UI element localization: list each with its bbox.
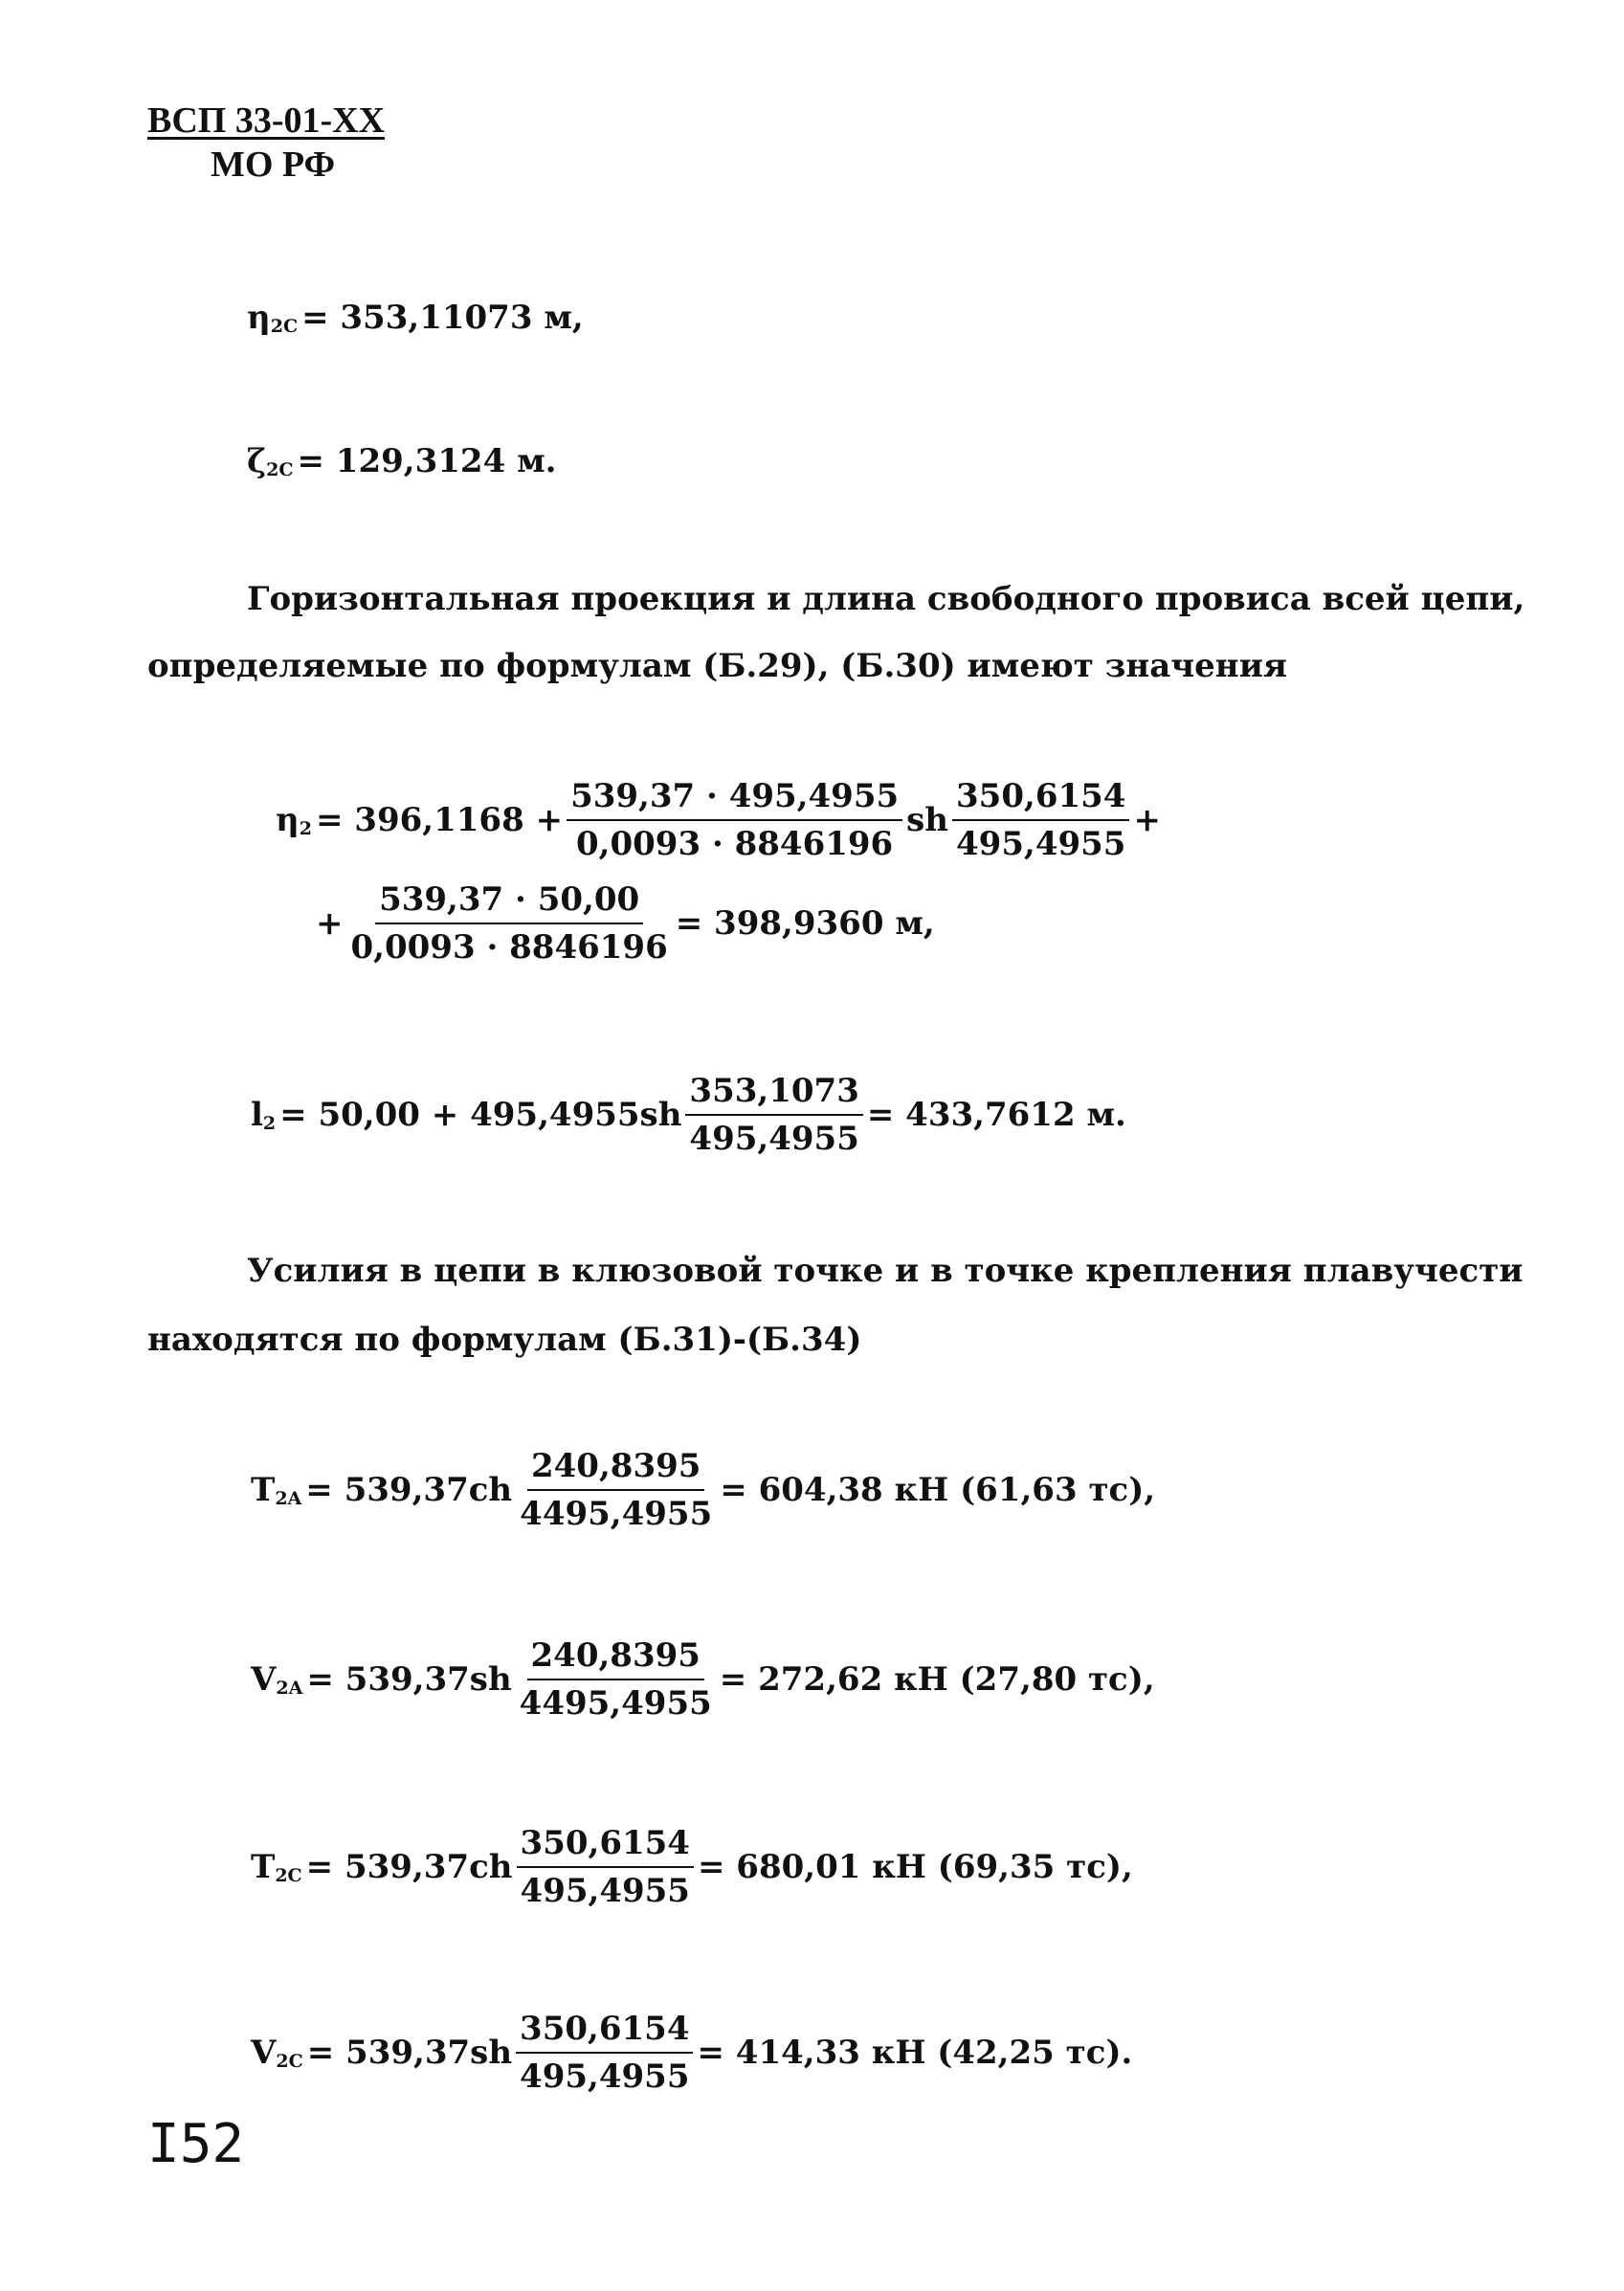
paragraph-2-line-2: находятся по формулам (Б.31)-(Б.34) (147, 1321, 862, 1359)
eq-lhs-subscript: 2С (275, 1865, 302, 1886)
eq-part: = 539,37ch (305, 1848, 513, 1886)
equation-zeta-2c (247, 442, 556, 480)
fraction-numerator: 240,8395 (527, 1447, 704, 1491)
equation-v-2c (251, 2010, 1132, 2096)
paragraph-1-line-1: Горизонтальная проекция и длина свободного провиса всей цепи, (247, 580, 1525, 618)
eq-lhs: V (251, 1660, 277, 1699)
fraction (567, 777, 902, 863)
eq-lhs-subscript: 2С (270, 316, 299, 337)
organization-label: МО РФ (211, 145, 336, 185)
eq-lhs: T (251, 1848, 276, 1886)
eq-result: = 433,7612 м. (866, 1096, 1126, 1134)
fraction-numerator: 240,8395 (527, 1636, 704, 1680)
eq-part: = 50,00 + 495,4955sh (279, 1096, 682, 1134)
plus-sign: + (1133, 801, 1161, 839)
fraction-numerator: 539,37 · 495,4955 (567, 777, 902, 821)
eq-part: = 539,37sh (306, 1660, 512, 1699)
paragraph-1-line-2: определяемые по формулам (Б.29), (Б.30) имеют значения (147, 647, 1288, 685)
eq-lhs: T (251, 1471, 276, 1509)
fraction-denominator: 4495,4955 (519, 1684, 712, 1723)
equation-t-2a (251, 1447, 1155, 1533)
eq-lhs-subscript: 2С (276, 2051, 303, 2072)
eq-rhs: = 129,3124 м. (297, 442, 557, 480)
fraction-denominator: 495,4955 (956, 825, 1126, 863)
eq-result: = 272,62 кН (27,80 тс), (719, 1660, 1155, 1699)
fraction-denominator: 495,4955 (689, 1120, 859, 1158)
eq-lhs-subscript: 2С (266, 459, 294, 480)
equation-eta-2-line-2 (316, 880, 935, 967)
fraction-numerator: 350,6154 (517, 1824, 694, 1868)
fraction (516, 1636, 716, 1723)
eq-result: = 398,9360 м, (675, 904, 935, 943)
equation-l-2 (251, 1072, 1126, 1158)
eq-lhs: ζ (247, 442, 267, 480)
eq-part: = 539,37ch (305, 1471, 513, 1509)
fraction (952, 777, 1129, 863)
eq-part: = 539,37sh (306, 2034, 513, 2072)
fraction-denominator: 495,4955 (520, 2057, 690, 2096)
equation-eta-2-line-1 (276, 777, 1161, 863)
fraction-denominator: 4495,4955 (520, 1495, 713, 1533)
eq-rhs: = 353,11073 м, (301, 299, 584, 337)
sh-function: sh (906, 801, 949, 839)
eq-result: = 414,33 кН (42,25 тс). (697, 2034, 1133, 2072)
eq-lhs: l (251, 1096, 263, 1134)
eq-result: = 604,38 кН (61,63 тс), (720, 1471, 1156, 1509)
eq-lhs-subscript: 2A (275, 1488, 302, 1509)
paragraph-2-line-1: Усилия в цепи в клюзовой точке и в точке крепления плавучести (247, 1252, 1524, 1290)
eq-lhs-subscript: 2 (262, 1113, 277, 1134)
eq-part: = 396,1168 + (315, 801, 564, 839)
eq-result: = 680,01 кН (69,35 тс), (697, 1848, 1133, 1886)
document-code: ВСП 33-01-XX (147, 100, 386, 141)
eq-lhs: η (247, 299, 271, 337)
eq-lhs-subscript: 2 (299, 818, 312, 839)
equation-eta-2c (247, 299, 584, 337)
page-number: I52 (147, 2113, 245, 2175)
plus-sign: + (316, 904, 344, 943)
equation-t-2c (251, 1824, 1133, 1910)
eq-lhs: V (251, 2034, 277, 2072)
fraction (517, 1824, 694, 1910)
fraction (685, 1072, 862, 1158)
fraction-numerator: 539,37 · 50,00 (375, 880, 643, 924)
eq-lhs: η (276, 801, 300, 839)
fraction (347, 880, 672, 967)
fraction-numerator: 350,6154 (516, 2010, 693, 2054)
fraction (516, 2010, 693, 2096)
fraction (516, 1447, 716, 1533)
equation-v-2a (251, 1636, 1155, 1723)
fraction-numerator: 350,6154 (952, 777, 1129, 821)
fraction-denominator: 0,0093 · 8846196 (350, 928, 668, 967)
eq-lhs-subscript: 2A (276, 1678, 303, 1699)
fraction-denominator: 0,0093 · 8846196 (575, 825, 894, 863)
fraction-numerator: 353,1073 (685, 1072, 862, 1116)
fraction-denominator: 495,4955 (520, 1872, 690, 1910)
